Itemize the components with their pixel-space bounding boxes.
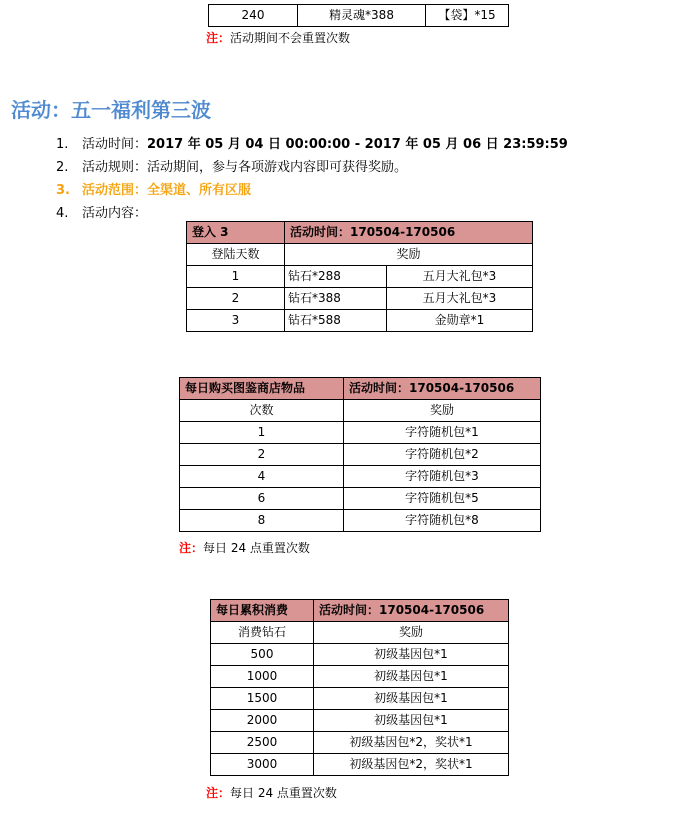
column-header: 次数 <box>180 400 344 422</box>
table-cell: 240 <box>209 5 298 27</box>
table-row: 6 字符随机包*5 <box>180 488 541 510</box>
column-header: 消费钻石 <box>211 622 314 644</box>
table-header: 登入 3 <box>187 222 285 244</box>
column-header: 奖励 <box>314 622 509 644</box>
table-row: 2 钻石*388 五月大礼包*3 <box>187 288 533 310</box>
shop-note <box>179 539 310 556</box>
list-item: 4. 活动内容： <box>56 206 148 221</box>
table-row <box>209 5 509 27</box>
table-row: 3000 初级基因包*2，奖状*1 <box>211 754 509 776</box>
list-item: 1. 活动时间：2017 年 05 月 04 日 00:00:00 - 2017 年 05 月 06 日 23:59:59 <box>56 137 568 152</box>
note-label: 注： <box>206 786 231 800</box>
shop-reward-table <box>179 377 541 532</box>
table-row <box>180 400 541 422</box>
table-row <box>187 244 533 266</box>
table-row: 4 字符随机包*3 <box>180 466 541 488</box>
table-row: 2 字符随机包*2 <box>180 444 541 466</box>
table-row: 2500 初级基因包*2，奖状*1 <box>211 732 509 754</box>
table-cell: 精灵魂*388 <box>298 5 426 27</box>
activity-time-value: 2017 年 05 月 04 日 00:00:00 - 2017 年 05 月 06 日 23:59:59 <box>147 137 568 152</box>
login-reward-table <box>186 221 533 332</box>
table-header: 活动时间：170504-170506 <box>285 222 533 244</box>
table-header: 每日购买图鉴商店物品 <box>180 378 344 400</box>
table-row: 1000 初级基因包*1 <box>211 666 509 688</box>
note-text: 活动期间不会重置次数 <box>230 31 351 45</box>
table-row <box>211 622 509 644</box>
table-header-row <box>211 600 509 622</box>
list-item: 3. 活动范围：全渠道、所有区服 <box>56 183 252 198</box>
table-row: 1500 初级基因包*1 <box>211 688 509 710</box>
note-label: 注： <box>206 31 231 45</box>
table-header-row <box>180 378 541 400</box>
note-label: 注： <box>179 541 204 555</box>
top-note <box>206 29 350 46</box>
table-row: 1 钻石*288 五月大礼包*3 <box>187 266 533 288</box>
top-reward-table <box>208 4 509 27</box>
table-row: 3 钻石*588 金勋章*1 <box>187 310 533 332</box>
column-header: 奖励 <box>344 400 541 422</box>
list-item: 2. 活动规则：活动期间，参与各项游戏内容即可获得奖励。 <box>56 160 408 175</box>
spend-note <box>206 784 337 801</box>
note-text: 每日 24 点重置次数 <box>230 786 337 800</box>
table-header-row <box>187 222 533 244</box>
table-cell: 【袋】*15 <box>426 5 509 27</box>
table-header: 每日累积消费 <box>211 600 314 622</box>
spend-reward-table <box>210 599 509 776</box>
table-row: 500 初级基因包*1 <box>211 644 509 666</box>
table-row: 8 字符随机包*8 <box>180 510 541 532</box>
column-header: 登陆天数 <box>187 244 285 266</box>
column-header: 奖励 <box>285 244 533 266</box>
table-row: 2000 初级基因包*1 <box>211 710 509 732</box>
table-row: 1 字符随机包*1 <box>180 422 541 444</box>
note-text: 每日 24 点重置次数 <box>203 541 310 555</box>
section-title: 活动：五一福利第三波 <box>11 98 211 122</box>
table-header: 活动时间：170504-170506 <box>344 378 541 400</box>
table-header: 活动时间：170504-170506 <box>314 600 509 622</box>
